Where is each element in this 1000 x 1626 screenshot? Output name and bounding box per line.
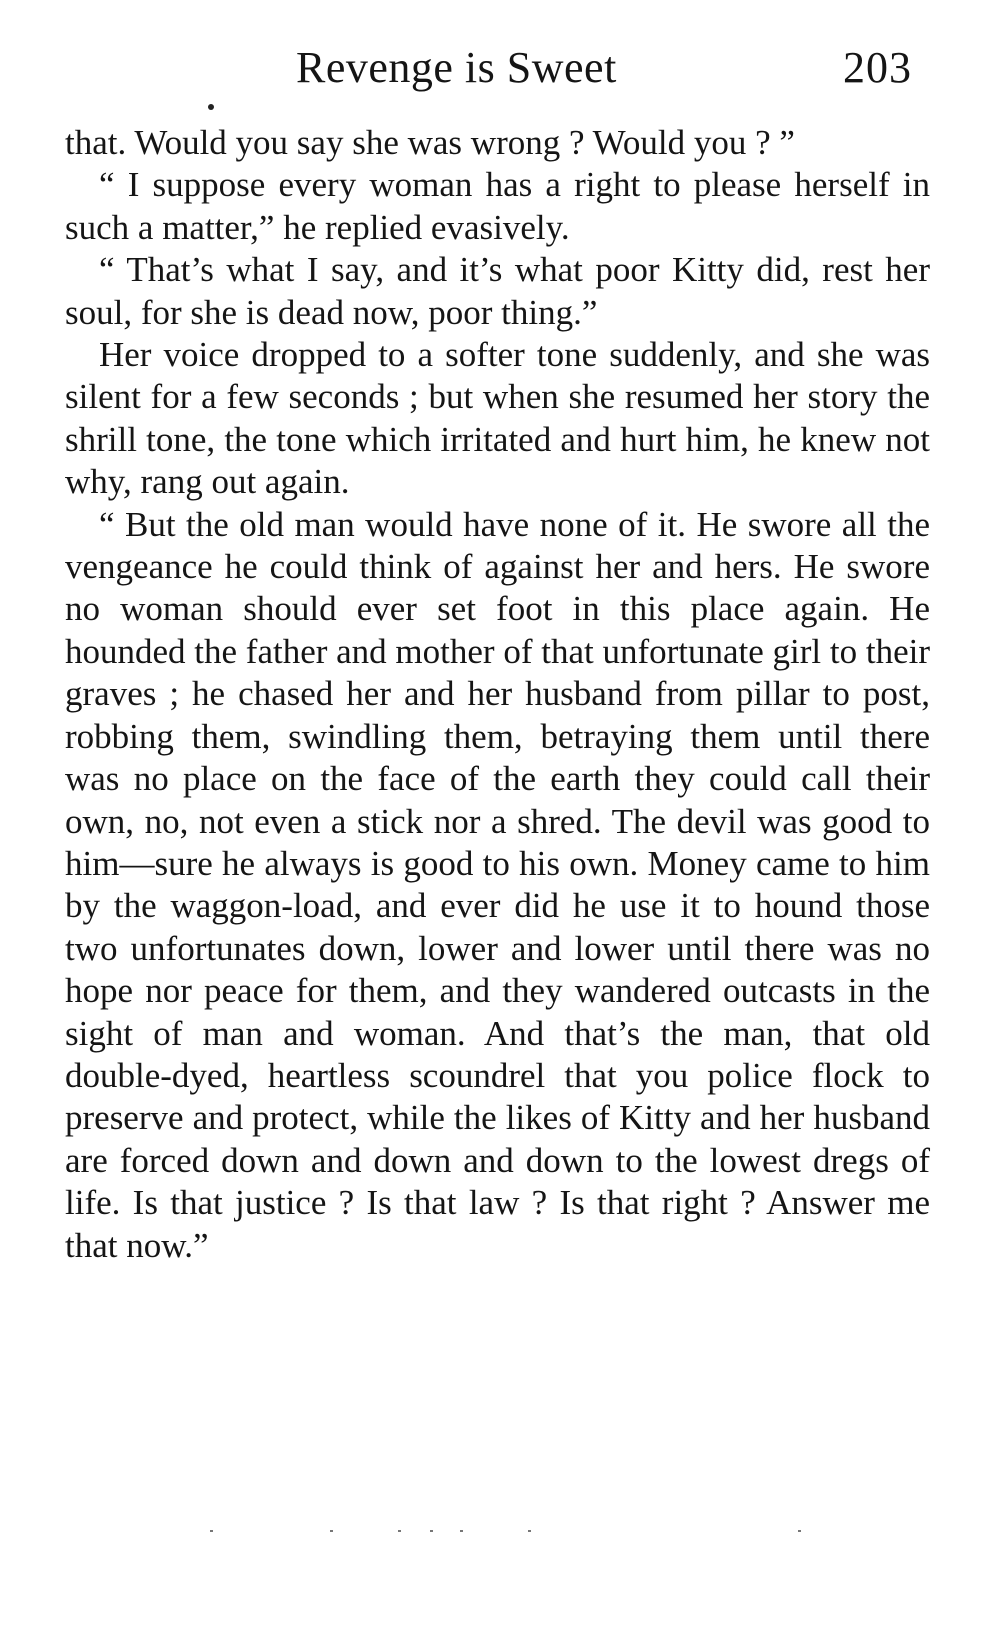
print-speck bbox=[330, 1530, 333, 1532]
print-speck bbox=[208, 104, 214, 110]
paragraph: “ That’s what I say, and it’s what poor Kitty did, rest her soul, for she is dead now, poor thing.” bbox=[65, 250, 930, 332]
paragraph: Her voice dropped to a softer tone suddenly, and she was silent for a few seconds ; but when she resumed her story the shrill tone, the tone which irritated and hurt him, he knew not why, rang out again. bbox=[65, 335, 930, 502]
paragraph: “ I suppose every woman has a right to please herself in such a matter,” he replied evasively. bbox=[65, 165, 930, 247]
bottom-print-specks bbox=[200, 1530, 820, 1534]
paragraph: that. Would you say she was wrong ? Would you ? ” bbox=[65, 123, 795, 162]
print-speck bbox=[798, 1530, 801, 1532]
running-title: Revenge is Sweet bbox=[296, 43, 617, 92]
body-text bbox=[65, 122, 930, 1267]
print-speck bbox=[528, 1530, 531, 1532]
print-speck bbox=[460, 1530, 463, 1532]
print-speck bbox=[398, 1530, 401, 1532]
print-speck bbox=[210, 1530, 213, 1532]
print-speck bbox=[430, 1530, 433, 1532]
page-number: 203 bbox=[843, 43, 912, 92]
running-head bbox=[0, 38, 1000, 98]
paragraph: “ But the old man would have none of it. He swore all the vengeance he could think of against her and hers. He swore no woman should ever set foot in this place again. He hounded the father and mother of that unfortunate girl to their graves ; he chased her and her husband from pillar to post, robbing them, swindling them, betraying them until there was no place on the face of the earth they could call their own, no, not even a stick nor a shred. The devil was good to him—sure he always is good to his own. Money came to him by the waggon-load, and ever did he use it to hound those two unfortunates down, lower and lower until there was no hope nor peace for them, and they wandered outcasts in the sight of man and woman. And that’s the man, that old double-dyed, heartless scoundrel that you police flock to preserve and protect, while the likes of Kitty and her husband are forced down and down and down to the lowest dregs of life. Is that justice ? Is that law ? Is that right ? Answer me that now.” bbox=[65, 504, 931, 1265]
